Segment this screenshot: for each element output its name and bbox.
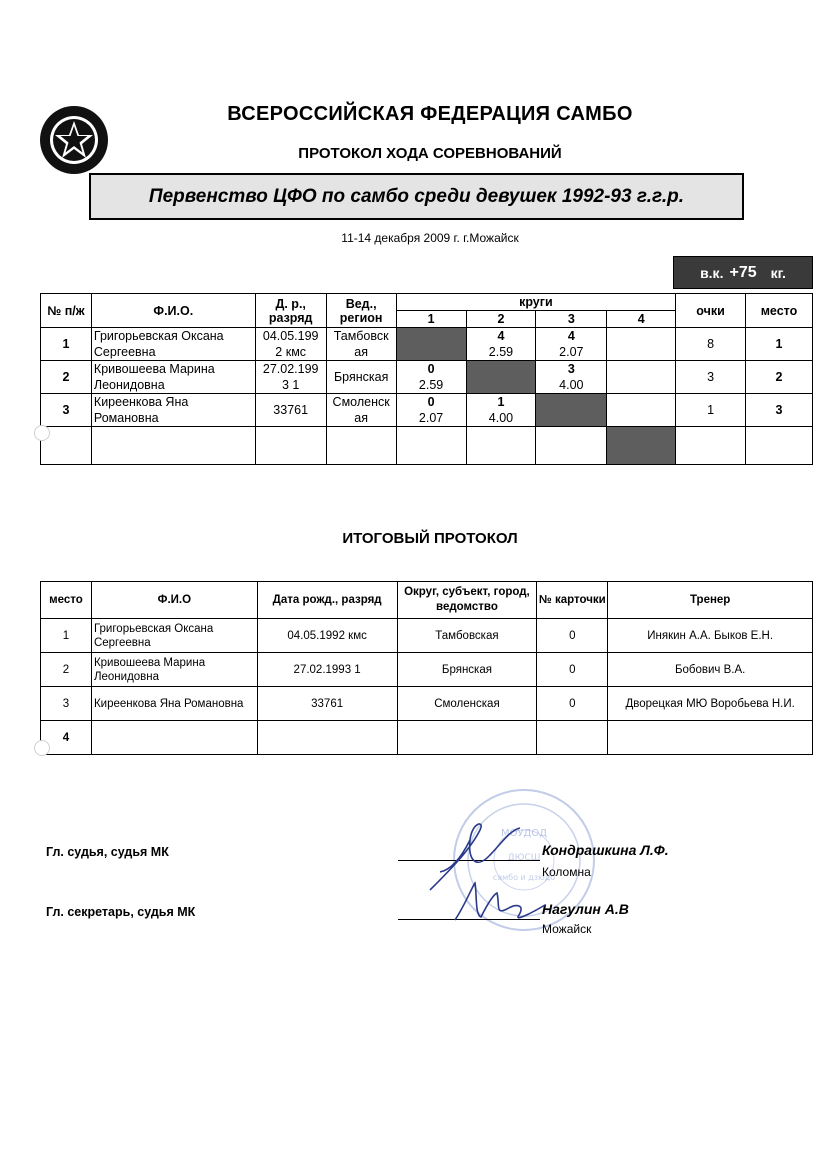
match-score: [607, 328, 676, 361]
result-place: 1: [41, 619, 92, 653]
athlete-dob: [255, 427, 326, 465]
result-place: 4: [41, 721, 92, 755]
result-dob: [257, 721, 397, 755]
round-number: 4: [607, 311, 676, 328]
result-card: [537, 721, 608, 755]
match-result: 0: [427, 395, 435, 409]
self-match-cell: [536, 394, 607, 427]
result-name: Киреенкова Яна Романовна: [91, 687, 257, 721]
chief-secretary-name: Нагулин А.В: [542, 901, 629, 917]
athlete-points: 8: [676, 328, 746, 361]
athlete-name-line2: Сергеевна: [93, 345, 156, 359]
chief-judge-city: Коломна: [542, 865, 591, 879]
bracket-row: [41, 328, 813, 361]
result-region: Брянская: [397, 653, 537, 687]
col-header-dob-line2: разряд: [268, 310, 313, 325]
athlete-name-line1: Киреенкова Яна: [93, 395, 189, 409]
event-dates: 11-14 декабря 2009 г. г.Можайск: [341, 231, 519, 245]
athlete-region: [326, 394, 396, 427]
punch-hole: [34, 740, 50, 756]
round-number: 2: [466, 311, 536, 328]
svg-text:МОУДОД: МОУДОД: [500, 828, 548, 839]
chief-judge-name: Кондрашкина Л.Ф.: [542, 842, 669, 858]
athlete-dob: [255, 361, 326, 394]
result-region: [397, 721, 537, 755]
athlete-number: 1: [41, 328, 92, 361]
col-header-card: № карточки: [537, 582, 608, 619]
final-protocol-title: ИТОГОВЫЙ ПРОТОКОЛ: [342, 530, 518, 547]
athlete-dob: 33761: [255, 394, 326, 427]
result-name-line2: Сергеевна: [93, 636, 151, 649]
col-header-dob: Дата рожд., разряд: [257, 582, 397, 619]
match-result: 4: [567, 329, 575, 343]
col-header-region: [326, 294, 396, 328]
athlete-name-line2: Леонидовна: [93, 378, 165, 392]
col-header-dob-line1: Д. р.,: [275, 296, 306, 311]
chief-secretary-city: Можайск: [542, 922, 592, 936]
athlete-dob-line2: 3 1: [281, 378, 300, 392]
result-coach: Бобович В.А.: [608, 653, 813, 687]
result-name: [91, 619, 257, 653]
match-time: 2.07: [418, 411, 444, 425]
athlete-region-line2: ая: [354, 345, 368, 359]
result-region: Смоленская: [397, 687, 537, 721]
punch-hole: [34, 425, 50, 441]
athlete-name-line1: Григорьевская Оксана: [93, 329, 224, 343]
col-header-place: место: [41, 582, 92, 619]
athlete-region-line2: ая: [354, 411, 368, 425]
self-match-cell: [466, 361, 536, 394]
athlete-number: 3: [41, 394, 92, 427]
col-header-num: № п/ж: [41, 294, 92, 328]
col-header-region-line2: регион: [339, 310, 383, 325]
athlete-region-line1: Смоленск: [332, 395, 390, 409]
match-score: [466, 427, 536, 465]
bracket-table: [40, 293, 813, 465]
match-result: 0: [427, 362, 435, 376]
athlete-dob: [255, 328, 326, 361]
athlete-region: [326, 361, 396, 394]
protocol-title: ПРОТОКОЛ ХОДА СОРЕВНОВАНИЙ: [298, 145, 562, 162]
match-result: 4: [497, 329, 505, 343]
athlete-points: [676, 427, 746, 465]
col-header-name: Ф.И.О.: [91, 294, 255, 328]
match-score: [536, 328, 607, 361]
athlete-place: 2: [745, 361, 812, 394]
event-title: Первенство ЦФО по самбо среди девушек 1992-93 г.г.р.: [148, 185, 685, 207]
result-place: 2: [41, 653, 92, 687]
result-place: 3: [41, 687, 92, 721]
svg-text:самбо и дзюдо: самбо и дзюдо: [492, 873, 556, 882]
athlete-name: [91, 361, 255, 394]
col-header-coach: Тренер: [608, 582, 813, 619]
bracket-row: [41, 427, 813, 465]
chief-secretary-signature: [445, 875, 555, 935]
match-result: 1: [497, 395, 505, 409]
match-score: [607, 394, 676, 427]
match-score: [396, 394, 466, 427]
result-name-line1: Григорьевская Оксана: [93, 622, 214, 635]
svg-text:ДЮСШ: ДЮСШ: [507, 853, 541, 863]
col-header-region-line1: Округ, субъект, город,: [404, 586, 530, 598]
athlete-region: [326, 328, 396, 361]
weight-value: +75: [729, 263, 757, 281]
match-time: 4.00: [559, 378, 584, 392]
table-row: [41, 619, 813, 653]
weight-class-box: [673, 256, 813, 289]
weight-prefix: в.к.: [700, 264, 724, 281]
col-header-region: [397, 582, 537, 619]
athlete-name-line2: Романовна: [93, 411, 159, 425]
athlete-region-line1: Брянская: [333, 370, 389, 384]
result-name: [91, 721, 257, 755]
athlete-place: 1: [745, 328, 812, 361]
result-coach: Инякин А.А. Быков Е.Н.: [608, 619, 813, 653]
athlete-place: 3: [745, 394, 812, 427]
result-dob: 33761: [257, 687, 397, 721]
match-score: [396, 427, 466, 465]
result-card: 0: [537, 687, 608, 721]
athlete-dob-line1: 04.05.199: [262, 329, 319, 343]
chief-secretary-label: Гл. секретарь, судья МК: [46, 905, 196, 919]
match-time: 2.07: [559, 345, 584, 359]
athlete-number: 2: [41, 361, 92, 394]
organization-title: ВСЕРОССИЙСКАЯ ФЕДЕРАЦИЯ САМБО: [227, 103, 633, 125]
col-header-region-line1: Вед.,: [345, 296, 377, 311]
bracket-row: [41, 394, 813, 427]
col-header-dob: [255, 294, 326, 328]
match-score: [607, 361, 676, 394]
table-row: [41, 687, 813, 721]
match-time: 2.59: [418, 378, 444, 392]
result-name-line2: Леонидовна: [93, 670, 160, 683]
col-header-points: очки: [676, 294, 746, 328]
final-protocol-table: [40, 581, 813, 755]
match-score: [536, 361, 607, 394]
result-card: 0: [537, 619, 608, 653]
match-time: 2.59: [488, 345, 514, 359]
athlete-name-line1: Кривошеева Марина: [93, 362, 215, 376]
athlete-name: [91, 427, 255, 465]
col-header-rounds: круги: [396, 294, 675, 311]
col-header-place: место: [745, 294, 812, 328]
match-score: [396, 361, 466, 394]
result-dob: 27.02.1993 1: [257, 653, 397, 687]
match-score: [466, 394, 536, 427]
athlete-place: [745, 427, 812, 465]
athlete-name: [91, 328, 255, 361]
result-region: Тамбовская: [397, 619, 537, 653]
result-coach: Дворецкая МЮ Воробьева Н.И.: [608, 687, 813, 721]
athlete-points: 3: [676, 361, 746, 394]
chief-judge-label: Гл. судья, судья МК: [46, 845, 169, 859]
athlete-dob-line1: 27.02.199: [262, 362, 319, 376]
result-card: 0: [537, 653, 608, 687]
table-row: [41, 653, 813, 687]
col-header-name: Ф.И.О: [91, 582, 257, 619]
athlete-dob-line2: 2 кмс: [275, 345, 307, 359]
match-score: [466, 328, 536, 361]
self-match-cell: [396, 328, 466, 361]
athlete-points: 1: [676, 394, 746, 427]
result-name: [91, 653, 257, 687]
round-number: 1: [396, 311, 466, 328]
athlete-region-line1: Тамбовск: [333, 329, 389, 343]
weight-unit: кг.: [770, 264, 786, 281]
self-match-cell: [607, 427, 676, 465]
result-coach: [608, 721, 813, 755]
athlete-name: [91, 394, 255, 427]
table-row: [41, 721, 813, 755]
round-number: 3: [536, 311, 607, 328]
result-dob: 04.05.1992 кмс: [257, 619, 397, 653]
result-name-line1: Кривошеева Марина: [93, 656, 206, 669]
bracket-row: [41, 361, 813, 394]
match-time: 4.00: [488, 411, 514, 425]
federation-logo: [38, 104, 110, 176]
match-score: [536, 427, 607, 465]
event-title-box: [89, 173, 744, 220]
athlete-region: [326, 427, 396, 465]
col-header-region-line2: ведомство: [436, 601, 498, 613]
match-result: 3: [567, 362, 575, 376]
